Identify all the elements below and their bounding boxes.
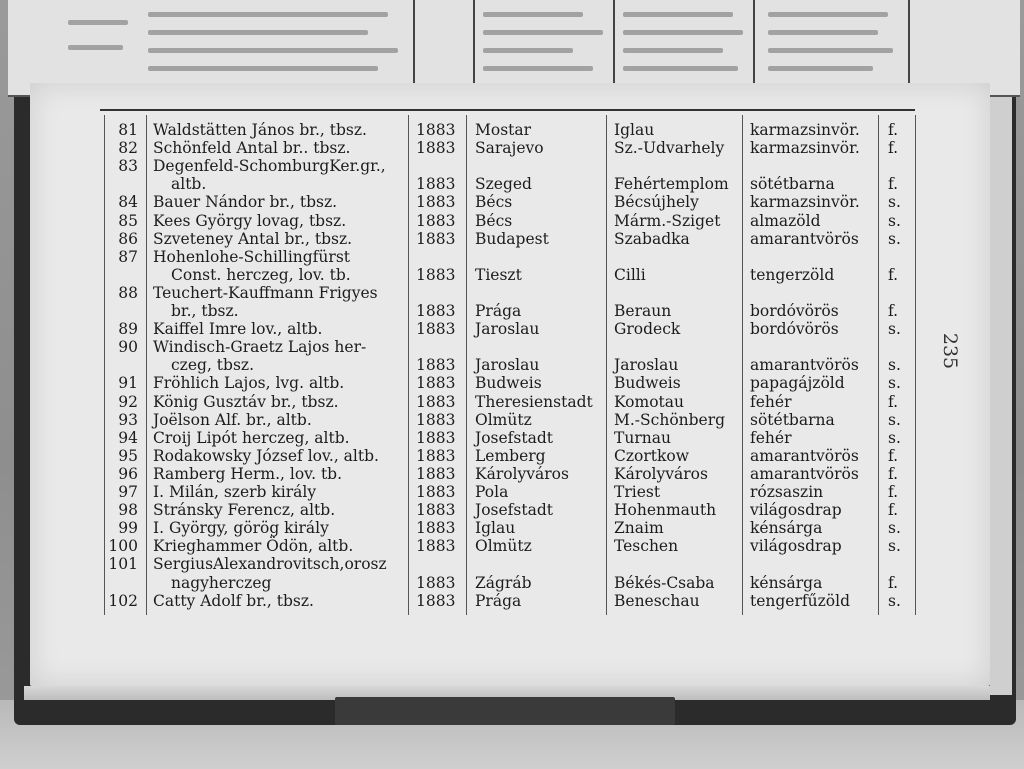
row-place-2: Jaroslau: [614, 356, 679, 375]
row-color: bordóvörös: [750, 320, 839, 339]
row-number: 86: [118, 229, 138, 248]
row-sex: s.: [888, 591, 901, 610]
row-color: világosdrap: [750, 501, 842, 520]
row-name-line: Joëlson Alf. br., altb.: [153, 410, 312, 429]
row-place-1: Prága: [475, 302, 522, 320]
row-place-2: Békés-Csaba: [614, 573, 715, 592]
row-year: 1883: [416, 356, 456, 375]
row-place-1: Theresienstadt: [475, 392, 593, 411]
row-year: 1883: [416, 193, 456, 212]
row-place-1: Mostar: [475, 121, 532, 139]
row-name-line: Bauer Nándor br., tbsz.: [153, 193, 338, 212]
row-place-1: Josefstadt: [475, 428, 553, 447]
row-year: 1883: [416, 302, 456, 320]
row-sex: f.: [888, 139, 899, 158]
row-name-line: Stránsky Ferencz, altb.: [153, 501, 336, 520]
row-place-1: Iglau: [475, 519, 516, 538]
row-color: amarantvörös: [750, 464, 859, 483]
row-place-1: Károlyváros: [475, 464, 569, 483]
row-place-2: Czortkow: [614, 446, 689, 465]
row-color: karmazsinvör.: [750, 121, 860, 139]
row-place-2: Iglau: [614, 121, 655, 139]
row-number: 102: [108, 591, 138, 610]
row-place-1: Olmütz: [475, 537, 532, 556]
row-year: 1883: [416, 211, 456, 230]
row-number: 82: [118, 139, 138, 158]
row-name-line: I. György, görög király: [153, 519, 329, 538]
row-sex: f.: [888, 483, 899, 501]
row-name-line: altb.: [171, 175, 207, 194]
row-place-2: Grodeck: [614, 320, 681, 339]
row-color: papagájzöld: [750, 374, 845, 393]
row-number: 101: [108, 555, 138, 574]
row-sex: f.: [888, 392, 899, 411]
row-year: 1883: [416, 446, 456, 465]
row-number: 93: [118, 410, 138, 429]
row-year: 1883: [416, 320, 456, 339]
row-name-line: Windisch-Graetz Lajos her-: [153, 338, 367, 357]
row-sex: s.: [888, 356, 901, 375]
row-year: 1883: [416, 519, 456, 538]
row-number: 98: [118, 501, 138, 520]
row-color: kénsárga: [750, 519, 823, 538]
row-color: amarantvörös: [750, 446, 859, 465]
row-place-2: Cilli: [614, 265, 646, 284]
row-year: 1883: [416, 121, 456, 139]
row-place-2: Szabadka: [614, 229, 690, 248]
row-color: rózsaszin: [750, 483, 824, 501]
page-number: 235: [939, 332, 962, 370]
row-color: bordóvörös: [750, 302, 839, 320]
row-year: 1883: [416, 428, 456, 447]
row-place-1: Prága: [475, 591, 522, 610]
row-place-1: Zágráb: [475, 573, 532, 592]
row-name-line: Waldstätten János br., tbsz.: [153, 121, 367, 139]
row-name-line: Schönfeld Antal br.. tbsz.: [153, 139, 351, 158]
row-sex: s.: [888, 374, 901, 393]
row-color: fehér: [750, 428, 792, 447]
row-place-2: Beneschau: [614, 591, 700, 610]
row-number: 97: [118, 483, 138, 501]
row-color: almazöld: [750, 211, 821, 230]
row-number: 94: [118, 428, 138, 447]
row-color: tengerfűzöld: [750, 591, 850, 610]
row-place-1: Szeged: [475, 175, 532, 194]
row-sex: f.: [888, 573, 899, 592]
row-number: 88: [118, 283, 138, 302]
row-year: 1883: [416, 374, 456, 393]
row-year: 1883: [416, 591, 456, 610]
row-sex: f.: [888, 501, 899, 520]
row-sex: s.: [888, 519, 901, 538]
row-sex: s.: [888, 193, 901, 212]
row-color: kénsárga: [750, 573, 823, 592]
row-place-1: Pola: [475, 483, 509, 501]
row-number: 84: [118, 193, 138, 212]
row-place-1: Bécs: [475, 193, 513, 212]
row-place-2: Hohenmauth: [614, 501, 717, 520]
row-place-1: Sarajevo: [475, 139, 544, 158]
row-sex: f.: [888, 175, 899, 194]
row-number: 99: [118, 519, 138, 538]
row-year: 1883: [416, 573, 456, 592]
row-place-2: Károlyváros: [614, 464, 708, 483]
row-name-line: Croij Lipót herczeg, altb.: [153, 428, 350, 447]
row-place-2: Beraun: [614, 302, 672, 320]
row-place-1: Budapest: [475, 229, 549, 248]
row-place-2: M.-Schönberg: [614, 410, 726, 429]
row-sex: s.: [888, 428, 901, 447]
row-place-1: Bécs: [475, 211, 513, 230]
row-name-line: Degenfeld-SchomburgKer.gr.,: [153, 157, 386, 176]
row-place-2: Bécsújhely: [614, 193, 699, 212]
row-name-line: czeg, tbsz.: [171, 356, 254, 375]
row-place-2: Budweis: [614, 374, 681, 393]
row-name-line: I. Milán, szerb király: [153, 483, 317, 501]
row-number: 89: [118, 320, 138, 339]
row-year: 1883: [416, 483, 456, 501]
row-name-line: Kaiffel Imre lov., altb.: [153, 320, 323, 339]
row-sex: f.: [888, 302, 899, 320]
row-year: 1883: [416, 265, 456, 284]
row-name-line: Const. herczeg, lov. tb.: [171, 265, 351, 284]
row-color: sötétbarna: [750, 175, 835, 194]
row-sex: f.: [888, 446, 899, 465]
row-place-2: Márm.-Sziget: [614, 211, 721, 230]
row-sex: s.: [888, 537, 901, 556]
row-name-line: nagyherczeg: [171, 573, 272, 592]
row-sex: s.: [888, 410, 901, 429]
row-sex: f.: [888, 464, 899, 483]
row-name-line: br., tbsz.: [171, 302, 239, 320]
row-number: 85: [118, 211, 138, 230]
row-place-2: Triest: [614, 483, 661, 501]
row-name-line: Hohenlohe-Schillingfürst: [153, 247, 350, 266]
row-number: 96: [118, 464, 138, 483]
row-year: 1883: [416, 537, 456, 556]
row-name-line: SergiusAlexandrovitsch,orosz: [153, 555, 387, 574]
row-year: 1883: [416, 139, 456, 158]
row-number: 83: [118, 157, 138, 176]
row-number: 95: [118, 446, 138, 465]
row-color: amarantvörös: [750, 229, 859, 248]
row-place-1: Josefstadt: [475, 501, 553, 520]
row-name-line: Fröhlich Lajos, lvg. altb.: [153, 374, 345, 393]
row-place-1: Jaroslau: [475, 356, 540, 375]
row-color: fehér: [750, 392, 792, 411]
row-color: világosdrap: [750, 537, 842, 556]
row-year: 1883: [416, 501, 456, 520]
row-name-line: Szveteney Antal br., tbsz.: [153, 229, 353, 248]
row-place-1: Olmütz: [475, 410, 532, 429]
row-year: 1883: [416, 464, 456, 483]
row-number: 81: [118, 121, 138, 139]
row-color: sötétbarna: [750, 410, 835, 429]
row-place-2: Teschen: [614, 537, 679, 556]
row-number: 91: [118, 374, 138, 393]
row-place-2: Turnau: [614, 428, 671, 447]
row-color: karmazsinvör.: [750, 193, 860, 212]
row-name-line: Ramberg Herm., lov. tb.: [153, 464, 343, 483]
row-place-1: Jaroslau: [475, 320, 540, 339]
row-number: 87: [118, 247, 138, 266]
row-number: 92: [118, 392, 138, 411]
row-sex: f.: [888, 265, 899, 284]
row-sex: s.: [888, 211, 901, 230]
row-sex: s.: [888, 320, 901, 339]
row-sex: s.: [888, 229, 901, 248]
row-place-2: Znaim: [614, 519, 664, 538]
row-place-1: Lemberg: [475, 446, 546, 465]
row-year: 1883: [416, 175, 456, 194]
row-place-2: Fehértemplom: [614, 175, 729, 194]
row-name-line: Catty Adolf br., tbsz.: [153, 591, 314, 610]
row-name-line: Kees György lovag, tbsz.: [153, 211, 347, 230]
row-color: amarantvörös: [750, 356, 859, 375]
row-sex: f.: [888, 121, 899, 139]
row-name-line: Krieghammer Ödön, altb.: [153, 537, 354, 556]
row-place-1: Budweis: [475, 374, 542, 393]
row-number: 90: [118, 338, 138, 357]
row-name-line: König Gusztáv br., tbsz.: [153, 392, 339, 411]
row-place-2: Sz.-Udvarhely: [614, 139, 725, 158]
row-place-2: Komotau: [614, 392, 684, 411]
row-color: karmazsinvör.: [750, 139, 860, 158]
row-number: 100: [108, 537, 138, 556]
row-name-line: Teuchert-Kauffmann Frigyes: [153, 283, 378, 302]
row-name-line: Rodakowsky József lov., altb.: [153, 446, 379, 465]
row-color: tengerzöld: [750, 265, 835, 284]
row-year: 1883: [416, 410, 456, 429]
row-place-1: Tieszt: [475, 265, 522, 284]
row-year: 1883: [416, 392, 456, 411]
row-year: 1883: [416, 229, 456, 248]
